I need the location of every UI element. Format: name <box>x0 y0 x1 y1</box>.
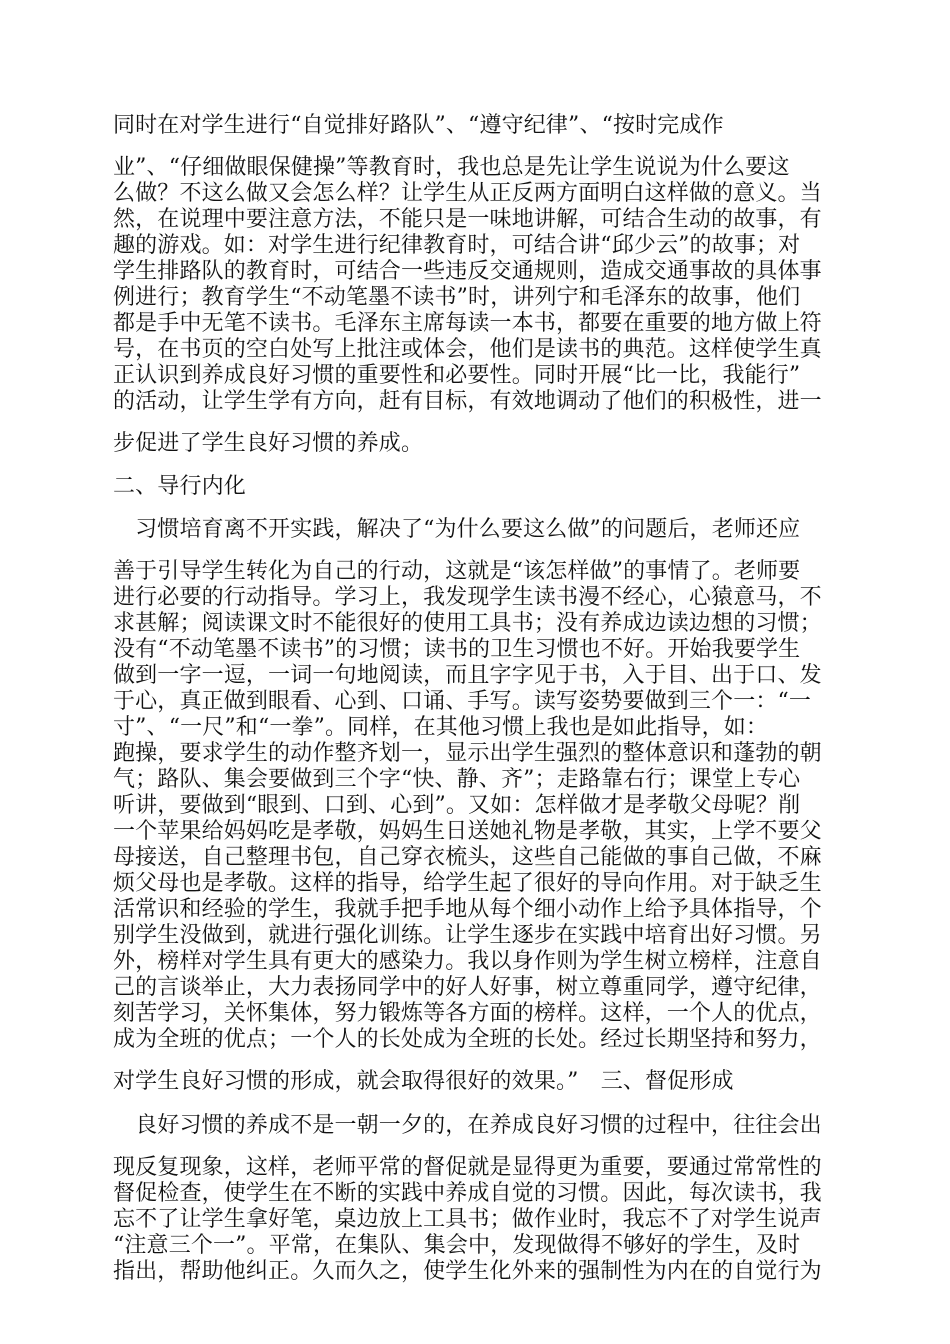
text-line: 己的言谈举止，大力表扬同学中的好人好事，树立尊重同学，遵守纪律， <box>113 975 822 1000</box>
text-line: 求甚解；阅读课文时不能很好的使用工具书；没有养成边读边想的习惯； <box>113 611 822 636</box>
text-line: 一个苹果给妈妈吃是孝敬，妈妈生日送她礼物是孝敬，其实，上学不要父 <box>113 819 822 844</box>
text-line: 都是手中无笔不读书。毛泽东主席每读一本书，都要在重要的地方做上符 <box>113 311 822 336</box>
text-line: 趣的游戏。如：对学生进行纪律教育时，可结合讲“邱少云”的故事；对 <box>113 233 801 258</box>
text-line: 听讲，要做到“眼到、口到、心到”。又如：怎样做才是孝敬父母呢？削 <box>113 793 801 818</box>
text-line: 寸”、“一尺”和“一拳”。同样，在其他习惯上我也是如此指导，如： <box>113 715 769 740</box>
text-line: 良好习惯的养成不是一朝一夕的，在养成良好习惯的过程中，往往会出 <box>113 1113 822 1138</box>
text-line: 业”、“仔细做眼保健操”等教育时，我也总是先让学生说说为什么要这 <box>113 155 790 180</box>
text-line: 于心，真正做到眼看、心到、口诵、手写。读写姿势要做到三个一：“一 <box>113 689 812 714</box>
text-line: 学生排路队的教育时，可结合一些违反交通规则，造成交通事故的具体事 <box>113 259 822 284</box>
text-line: 然，在说理中要注意方法，不能只是一味地讲解，可结合生动的故事，有 <box>113 207 822 232</box>
text-line: 善于引导学生转化为自己的行动，这就是“该怎样做”的事情了。老师要 <box>113 559 801 584</box>
text-line: 成为全班的优点；一个人的长处成为全班的长处。经过长期坚持和努力， <box>113 1027 822 1052</box>
text-line: 刻苦学习，关怀集体，努力锻炼等各方面的榜样。这样，一个人的优点， <box>113 1001 822 1026</box>
section-heading: 二、导行内化 <box>113 474 246 499</box>
text-line: 活常识和经验的学生，我就手把手地从每个细小动作上给予具体指导，个 <box>113 897 822 922</box>
text-line: 跑操，要求学生的动作整齐划一，显示出学生强烈的整体意识和蓬勃的朝 <box>113 741 822 766</box>
text-line: 么做？不这么做又会怎么样？让学生从正反两方面明白这样做的意义。当 <box>113 181 822 206</box>
text-line: 外，榜样对学生具有更大的感染力。我以身作则为学生树立榜样，注意自 <box>113 949 822 974</box>
text-line: 做到一字一逗，一词一句地阅读，而且字字见于书，入于目、出于口、发 <box>113 663 822 688</box>
text-line: 进行必要的行动指导。学习上，我发现学生读书漫不经心，心猿意马，不 <box>113 585 822 610</box>
text-line: 指出，帮助他纠正。久而久之，使学生化外来的强制性为内在的自觉行为 <box>113 1259 822 1284</box>
text-line: 的活动，让学生学有方向，赶有目标，有效地调动了他们的积极性，进一 <box>113 389 822 414</box>
text-line: 步促进了学生良好习惯的养成。 <box>113 431 424 456</box>
text-line: 对学生良好习惯的形成，就会取得很好的效果。” 三、督促形成 <box>113 1069 734 1094</box>
text-line: 正认识到养成良好习惯的重要性和必要性。同时开展“比一比，我能行” <box>113 363 801 388</box>
text-line: 习惯培育离不开实践，解决了“为什么要这么做”的问题后，老师还应 <box>113 517 801 542</box>
text-line: 督促检查，使学生在不断的实践中养成自觉的习惯。因此，每次读书，我 <box>113 1181 822 1206</box>
text-line: 母接送，自己整理书包，自己穿衣梳头，这些自己能做的事自己做，不麻 <box>113 845 822 870</box>
text-line: 气；路队、集会要做到三个字“快、静、齐”；走路靠右行；课堂上专心 <box>113 767 801 792</box>
text-line: 号，在书页的空白处写上批注或体会，他们是读书的典范。这样使学生真 <box>113 337 822 362</box>
text-line: 别学生没做到，就进行强化训练。让学生逐步在实践中培育出好习惯。另 <box>113 923 822 948</box>
text-line: 忘不了让学生拿好笔，桌边放上工具书；做作业时，我忘不了对学生说声 <box>113 1207 822 1232</box>
text-line: “注意三个一”。平常，在集队、集会中，发现做得不够好的学生，及时 <box>113 1233 801 1258</box>
text-line: 同时在对学生进行“自觉排好路队”、“遵守纪律”、“按时完成作 <box>113 113 724 138</box>
text-line: 没有“不动笔墨不读书”的习惯；读书的卫生习惯也不好。开始我要学生 <box>113 637 801 662</box>
text-line: 例进行；教育学生“不动笔墨不读书”时，讲列宁和毛泽东的故事，他们 <box>113 285 801 310</box>
text-line: 烦父母也是孝敬。这样的指导，给学生起了很好的导向作用。对于缺乏生 <box>113 871 822 896</box>
text-line: 现反复现象，这样，老师平常的督促就是显得更为重要，要通过常常性的 <box>113 1155 822 1180</box>
